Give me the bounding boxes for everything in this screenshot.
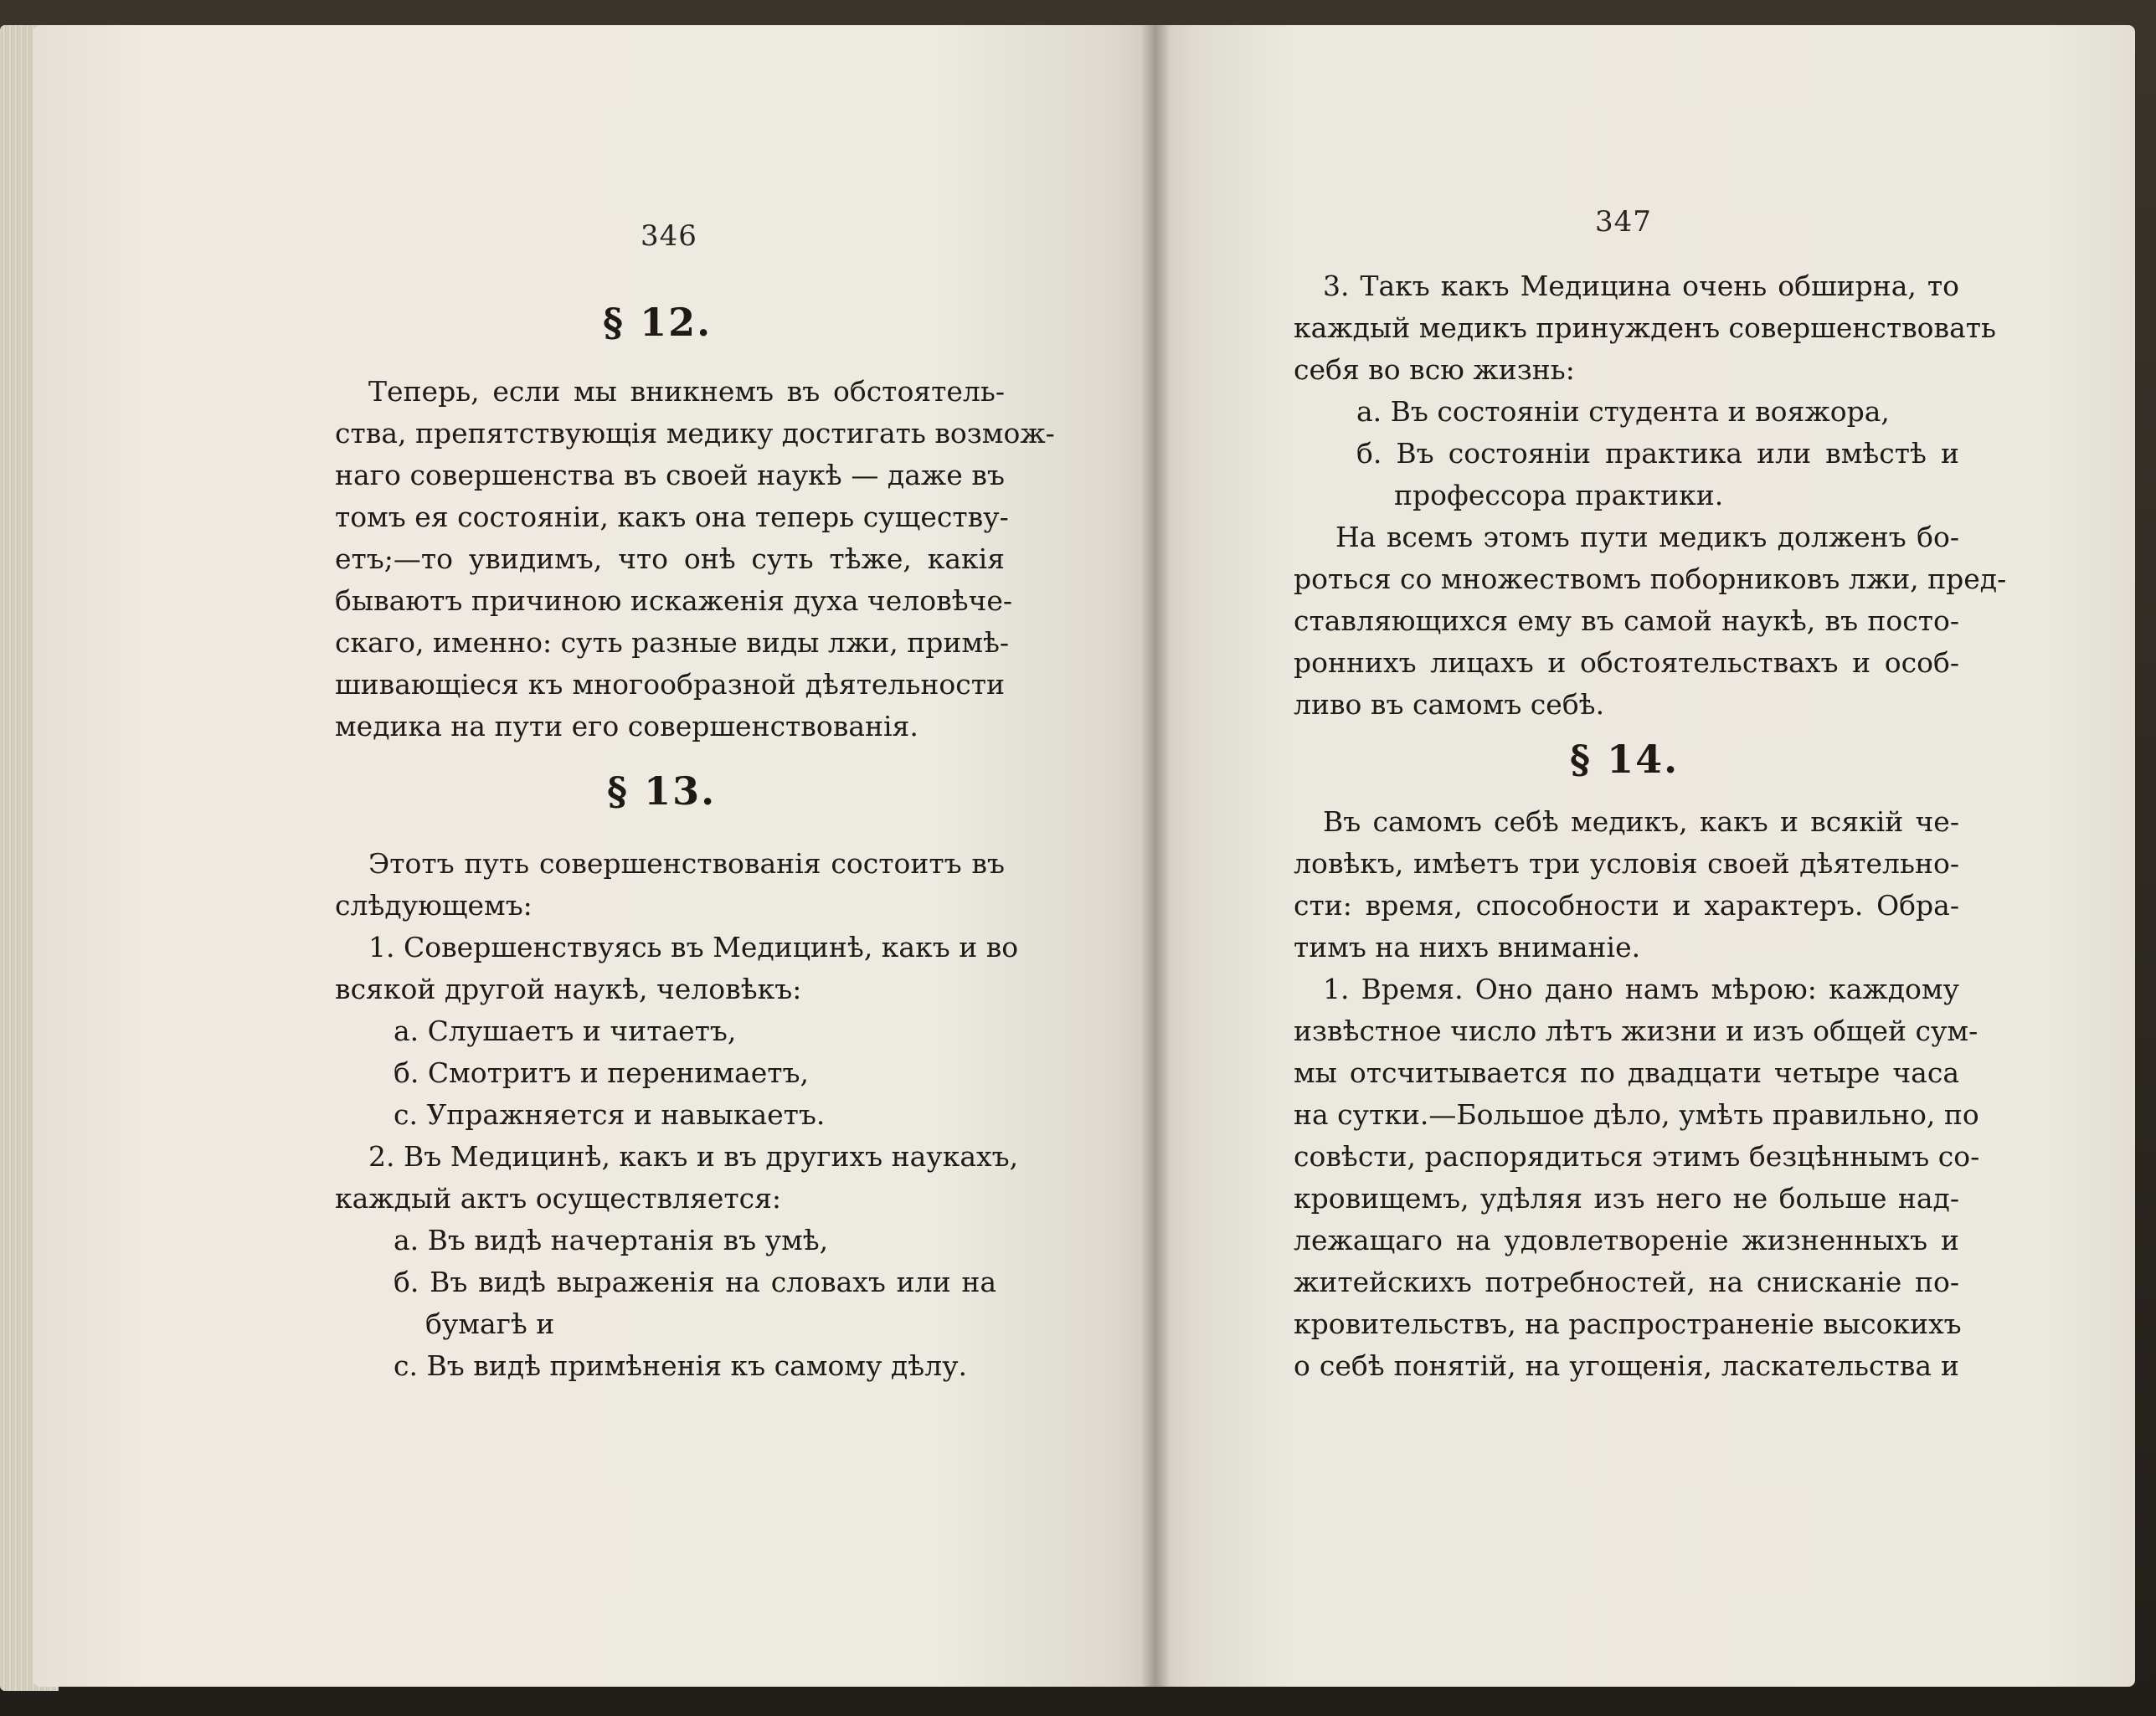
text-line: о себѣ понятій, на угощенія, ласкательства и — [1294, 1349, 1959, 1382]
section-heading-12: § 12. — [603, 300, 713, 345]
text-line: Въ самомъ себѣ медикъ, какъ и всякій че- — [1323, 805, 1959, 838]
text-line: 2. Въ Медицинѣ, какъ и въ другихъ наукахъ, — [368, 1140, 1019, 1173]
page-number-right: 347 — [1595, 205, 1652, 239]
text-line: медика на пути его совершенствованія. — [335, 710, 918, 742]
list-item: профессора практики. — [1394, 479, 1724, 511]
text-line: кровищемъ, удѣляя изъ него не больше над- — [1294, 1182, 1959, 1215]
text-line: извѣстное число лѣтъ жизни и изъ общей сум- — [1294, 1015, 1978, 1047]
text-line: тимъ на нихъ вниманіе. — [1294, 931, 1641, 963]
text-line: каждый медикъ принужденъ совершенствовать — [1294, 311, 1997, 344]
list-item: c. Въ видѣ примѣненія къ самому дѣлу. — [394, 1349, 968, 1382]
list-item: бумагѣ и — [425, 1308, 555, 1340]
section-heading-13: § 13. — [607, 768, 717, 814]
list-item: б. Смотритъ и перенимаетъ, — [394, 1056, 810, 1089]
text-line: кровительствъ, на распространеніе высокихъ — [1294, 1308, 1962, 1340]
section-heading-14: § 14. — [1570, 737, 1680, 782]
text-line: 1. Время. Оно дано намъ мѣрою: каждому — [1323, 973, 1959, 1005]
text-line: Этотъ путь совершенствованія состоитъ въ — [368, 847, 1005, 880]
text-line: шивающіеся къ многообразной дѣятельности — [335, 668, 1005, 701]
list-item: а. Слушаетъ и читаетъ, — [394, 1015, 737, 1047]
text-line: житейскихъ потребностей, на снисканіе по- — [1294, 1266, 1959, 1298]
text-line: лежащаго на удовлетвореніе жизненныхъ и — [1294, 1224, 1959, 1256]
text-line: етъ;—то увидимъ, что онѣ суть тѣже, какія — [335, 542, 1005, 575]
text-line: на сутки.—Большое дѣло, умѣть правильно, по — [1294, 1098, 1979, 1131]
page-number-left: 346 — [641, 219, 697, 253]
text-line: ставляющихся ему въ самой наукѣ, въ посто- — [1294, 604, 1959, 637]
text-line: совѣсти, распорядиться этимъ безцѣннымъ со- — [1294, 1140, 1980, 1173]
text-line: слѣдующемъ: — [335, 889, 533, 922]
text-line: бываютъ причиною искаженія духа человѣче- — [335, 584, 1013, 617]
text-line: 3. Такъ какъ Медицина очень обширна, то — [1323, 270, 1959, 302]
text-line: роннихъ лицахъ и обстоятельствахъ и особ- — [1294, 646, 1959, 679]
text-line: скаго, именно: суть разные виды лжи, примѣ- — [335, 626, 1010, 659]
text-line: себя во всю жизнь: — [1294, 353, 1575, 386]
list-item: б. Въ видѣ выраженія на словахъ или на — [394, 1266, 996, 1298]
list-item: а. Въ состояніи студента и вояжора, — [1356, 395, 1890, 428]
list-item: c. Упражняется и навыкаетъ. — [394, 1098, 826, 1131]
text-line: На всемъ этомъ пути медикъ долженъ бо- — [1335, 521, 1959, 553]
text-line: мы отсчитывается по двадцати четыре часа — [1294, 1056, 1959, 1089]
text-line: наго совершенства въ своей наукѣ — даже въ — [335, 459, 1005, 491]
text-line: каждый актъ осуществляется: — [335, 1182, 782, 1215]
text-line: 1. Совершенствуясь въ Медицинѣ, какъ и во — [368, 931, 1019, 963]
text-line: роться со множествомъ поборниковъ лжи, пред- — [1294, 563, 2007, 595]
text-line: томъ ея состояніи, какъ она теперь существу- — [335, 501, 1009, 533]
text-line: всякой другой наукѣ, человѣкъ: — [335, 973, 802, 1005]
text-line: сти: время, способности и характеръ. Обра- — [1294, 889, 1959, 922]
list-item: б. Въ состояніи практика или вмѣстѣ и — [1356, 437, 1959, 470]
text-line: ства, препятствующія медику достигать возмож- — [335, 417, 1055, 450]
text-line: ловѣкъ, имѣетъ три условія своей дѣятельно- — [1294, 847, 1959, 880]
text-line: ливо въ самомъ себѣ. — [1294, 688, 1605, 721]
text-line: Теперь, если мы вникнемъ въ обстоятель- — [368, 375, 1005, 408]
list-item: а. Въ видѣ начертанія въ умѣ, — [394, 1224, 829, 1256]
book-gutter — [1140, 25, 1171, 1687]
